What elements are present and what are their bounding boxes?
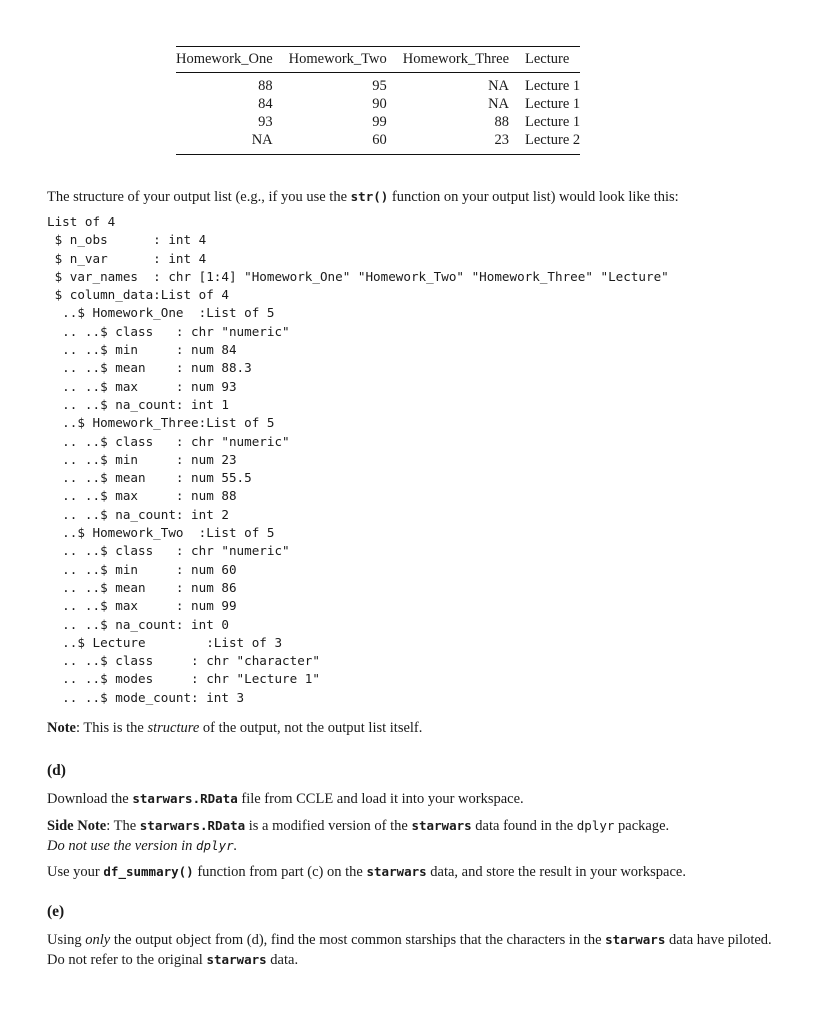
text: file from CCLE and load it into your workspace. bbox=[237, 791, 524, 807]
text: : The bbox=[106, 818, 140, 834]
part-d-heading: (d) bbox=[47, 762, 66, 779]
note-label: Note bbox=[47, 720, 76, 736]
text: is a modified version of the bbox=[245, 818, 412, 834]
side-note-paragraph bbox=[47, 816, 787, 856]
code-line: $ column_data:List of 4 bbox=[47, 287, 229, 303]
note-paragraph bbox=[47, 719, 787, 738]
code-line: .. ..$ mean : num 55.5 bbox=[47, 470, 252, 486]
text: data, and store the result in your workspace. bbox=[426, 864, 686, 880]
table-header-row bbox=[176, 47, 580, 73]
inline-code: starwars bbox=[366, 864, 427, 879]
table-cell: Lecture 1 bbox=[525, 78, 581, 94]
table-cell: 95 bbox=[372, 78, 387, 94]
inline-code: str() bbox=[350, 189, 389, 204]
text: Use your bbox=[47, 864, 104, 880]
table-cell: 88 bbox=[494, 114, 510, 130]
table-cell: NA bbox=[488, 78, 510, 94]
text: data have piloted. Do not refer to the original bbox=[47, 932, 772, 968]
column-header: Homework_Two bbox=[281, 47, 395, 73]
code-line: ..$ Homework_Three:List of 5 bbox=[47, 415, 275, 431]
code-line: .. ..$ class : chr "numeric" bbox=[47, 433, 290, 449]
code-line: .. ..$ na_count: int 2 bbox=[47, 506, 229, 522]
part-d-paragraph-3 bbox=[47, 862, 787, 882]
column-header: Lecture bbox=[517, 47, 580, 73]
code-line: .. ..$ min : num 84 bbox=[47, 342, 237, 358]
table-cell: 90 bbox=[372, 96, 387, 112]
emphasis: only bbox=[85, 932, 111, 948]
inline-code: dplyr bbox=[196, 838, 234, 853]
text: data found in the bbox=[471, 818, 577, 834]
note-text: of the output, not the output list itself. bbox=[199, 720, 423, 736]
code-line: ..$ Lecture :List of 3 bbox=[47, 634, 283, 650]
text: the output object from (d), find the most common starships that the characters in the bbox=[110, 932, 606, 948]
code-line: .. ..$ class : chr "character" bbox=[47, 653, 320, 669]
table-cell: Lecture 2 bbox=[525, 132, 581, 148]
note-text: : This is the bbox=[76, 720, 148, 736]
table-row bbox=[176, 95, 580, 113]
intro-text: function on your output list) would look like this: bbox=[388, 189, 679, 205]
text: Download the bbox=[47, 791, 133, 807]
code-line: ..$ Homework_Two :List of 5 bbox=[47, 525, 275, 541]
code-line: .. ..$ modes : chr "Lecture 1" bbox=[47, 671, 320, 687]
code-line: $ n_obs : int 4 bbox=[47, 232, 207, 248]
table-row bbox=[176, 131, 580, 155]
inline-code: starwars bbox=[206, 952, 267, 967]
table-cell: 23 bbox=[494, 132, 510, 148]
code-line: ..$ Homework_One :List of 5 bbox=[47, 305, 275, 321]
text: Using bbox=[47, 932, 86, 948]
text: package. bbox=[614, 818, 670, 834]
code-line: .. ..$ min : num 23 bbox=[47, 451, 237, 467]
table-cell: 84 bbox=[258, 96, 273, 112]
code-line: .. ..$ max : num 88 bbox=[47, 488, 237, 504]
column-header: Homework_Three bbox=[395, 47, 517, 73]
table-cell: 93 bbox=[258, 114, 273, 130]
table-cell: NA bbox=[488, 96, 510, 112]
code-line: .. ..$ class : chr "numeric" bbox=[47, 323, 290, 339]
code-output-block bbox=[47, 213, 669, 707]
table-row bbox=[176, 113, 580, 131]
code-line: .. ..$ na_count: int 1 bbox=[47, 396, 229, 412]
homework-table bbox=[176, 46, 580, 155]
table-cell: 88 bbox=[258, 78, 273, 94]
part-d-paragraph-1 bbox=[47, 789, 787, 809]
structure-intro bbox=[47, 187, 787, 207]
emphasis: structure bbox=[147, 720, 200, 736]
inline-code: starwars bbox=[411, 818, 472, 833]
code-line: .. ..$ max : num 93 bbox=[47, 378, 237, 394]
code-line: .. ..$ class : chr "numeric" bbox=[47, 543, 290, 559]
table-cell: 99 bbox=[372, 114, 387, 130]
inline-code: starwars.RData bbox=[139, 818, 246, 833]
code-line: .. ..$ mean : num 88.3 bbox=[47, 360, 252, 376]
text: function from part (c) on the bbox=[193, 864, 367, 880]
code-line: .. ..$ mode_count: int 3 bbox=[47, 689, 245, 705]
inline-code: starwars.RData bbox=[132, 791, 238, 806]
code-line: .. ..$ min : num 60 bbox=[47, 561, 237, 577]
table-row bbox=[176, 73, 580, 96]
table-cell: NA bbox=[251, 132, 273, 148]
code-line: .. ..$ na_count: int 0 bbox=[47, 616, 229, 632]
side-note-label: Side Note bbox=[47, 818, 107, 834]
part-e-paragraph bbox=[47, 930, 787, 970]
code-line: $ var_names : chr [1:4] "Homework_One" "Homework_Two" "Homework_Three" "Lecture" bbox=[47, 268, 669, 284]
code-line: .. ..$ max : num 99 bbox=[47, 598, 237, 614]
text: data. bbox=[266, 952, 299, 968]
inline-code: starwars bbox=[605, 932, 666, 947]
table-cell: Lecture 1 bbox=[525, 96, 581, 112]
emphasis: Do not use the version in bbox=[47, 838, 197, 854]
inline-code: dplyr bbox=[576, 818, 615, 833]
intro-text: The structure of your output list (e.g., if you use the bbox=[47, 189, 351, 205]
column-header: Homework_One bbox=[176, 47, 281, 73]
code-line: List of 4 bbox=[47, 214, 116, 229]
part-e-heading: (e) bbox=[47, 903, 65, 920]
table-cell: 60 bbox=[372, 132, 387, 148]
code-line: $ n_var : int 4 bbox=[47, 250, 207, 266]
code-line: .. ..$ mean : num 86 bbox=[47, 579, 237, 595]
emphasis: . bbox=[233, 838, 238, 854]
table-cell: Lecture 1 bbox=[525, 114, 581, 130]
inline-code: df_summary() bbox=[103, 864, 194, 879]
